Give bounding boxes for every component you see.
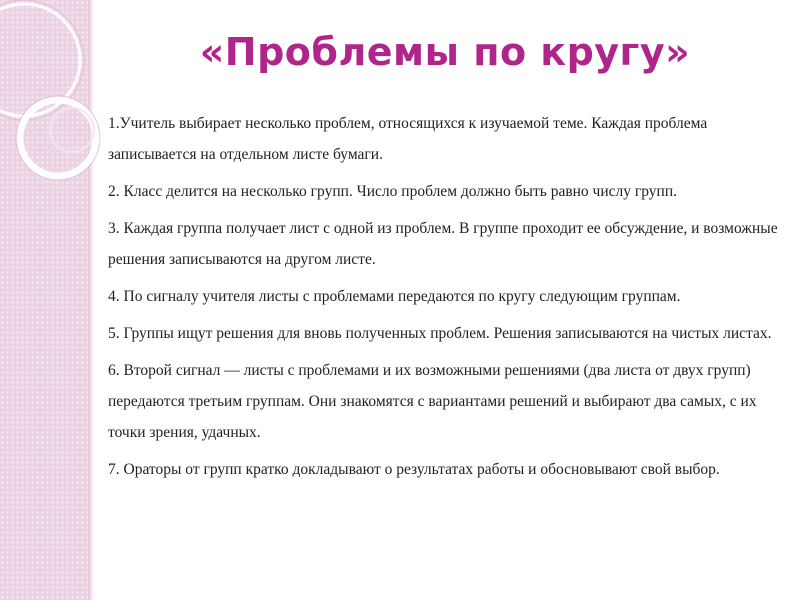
step-4-text: 4. По сигналу учителя листы с проблемами передаются по кругу следующим группам. [108,288,681,305]
step-3-text: 3. Каждая группа получает лист с одной из проблем. В группе проходит ее обсуждение, и возможные решения записываются на другом листе. [108,220,778,268]
small-ring [50,108,94,152]
slide-title: «Проблемы по кругу» [199,30,691,74]
step-6-text: 6. Второй сигнал — листы с проблемами и их возможными решениями (два листа от двух групп) передаются третьим группам. Они знакомятся с вариантами решений и выбирают два самых, с их точки зрения, удачных. [108,362,757,441]
step-7-text: 7. Ораторы от групп кратко докладывают о результатах работы и обосновывают свой выбор. [108,461,720,478]
step-2-text: 2. Класс делится на несколько групп. Число проблем должно быть равно числу групп. [108,183,678,200]
step-5-text: 5. Группы ищут решения для вновь полученных проблем. Решения записываются на чистых листах. [108,325,772,342]
step-1-text: 1.Учитель выбирает несколько проблем, относящихся к изучаемой теме. Каждая проблема записывается на отдельном листе бумаги. [108,115,708,163]
slide-content [108,108,780,491]
medium-ring-outline [16,96,100,180]
